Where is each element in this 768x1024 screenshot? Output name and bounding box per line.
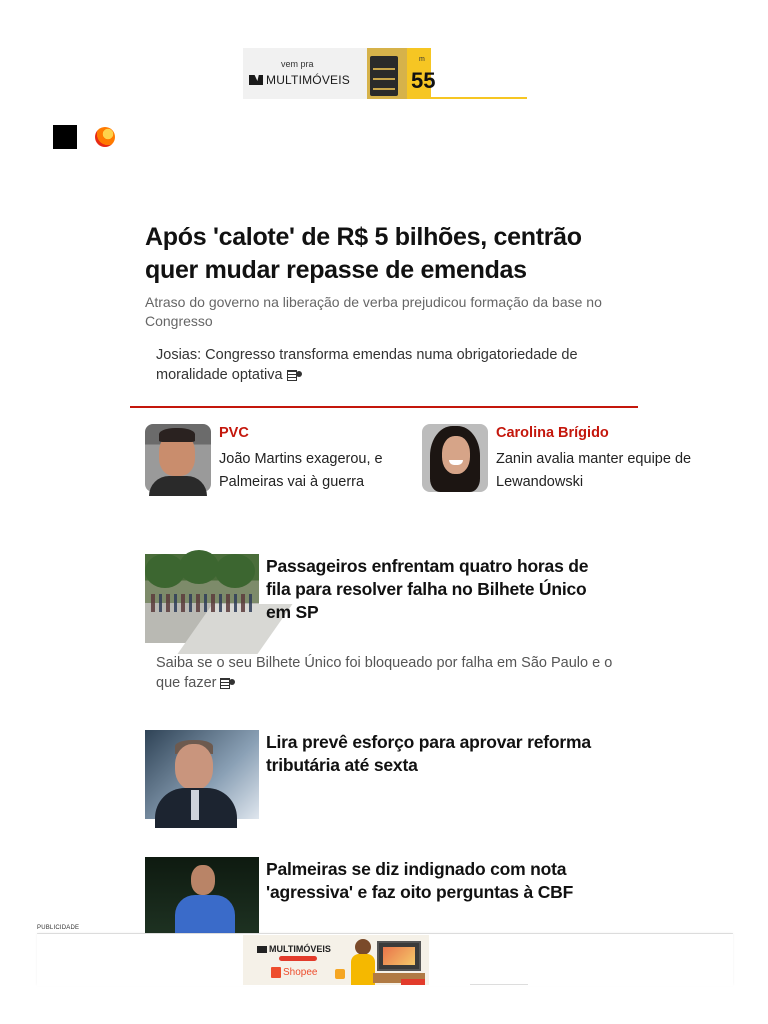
news-headline[interactable]: Passageiros enfrentam quatro horas de fila para resolver falha no Bilhete Único em SP [266, 556, 589, 622]
lead-subtitle: Atraso do governo na liberação de verba prejudicou formação da base no Congresso [145, 294, 602, 329]
columnist-card-carolina[interactable] [422, 424, 692, 494]
lead-related-text[interactable]: Josias: Congresso transforma emendas numa obrigatoriedade de moralidade optativa [156, 347, 578, 383]
news-headline[interactable]: Lira prevê esforço para aprovar reforma tributária até sexta [266, 732, 591, 775]
news-thumbnail-bilhete[interactable] [145, 554, 259, 643]
tv-image [377, 941, 421, 971]
columnist-avatar [145, 424, 211, 492]
columnist-avatar [422, 424, 488, 492]
columnist-headline[interactable] [496, 448, 692, 496]
news-headline[interactable]: Palmeiras se diz indignado com nota 'agressiva' e faz oito perguntas à CBF [266, 859, 574, 902]
dresser-image [367, 48, 407, 99]
columnist-card-pvc[interactable] [145, 424, 395, 494]
multimoveis-logo-icon [249, 75, 263, 85]
ad-brand-panel [243, 48, 367, 99]
columnist-headline[interactable]: João Martins exagerou, e Palmeiras vai à guerra [219, 451, 383, 490]
news-related-link[interactable] [156, 654, 626, 693]
ad-pill [279, 956, 317, 961]
shopee-chip-icon [335, 969, 345, 979]
ad-underline [470, 984, 528, 985]
columnist-name[interactable]: PVC [219, 425, 249, 441]
lead-headline[interactable]: Após 'calote' de R$ 5 bilhões, centrão quer mudar repasse de emendas [145, 223, 582, 284]
site-logo-icon[interactable] [95, 127, 115, 147]
columnist-headline-text[interactable]: Zanin avalia manter equipe de Lewandowski [496, 451, 692, 490]
ad-partner [271, 967, 317, 978]
columnist-name[interactable]: Carolina Brígido [496, 425, 609, 441]
video-icon [287, 370, 302, 379]
multimoveis-logo-icon [257, 946, 267, 953]
ad-brand [249, 73, 350, 87]
video-icon [220, 678, 235, 687]
news-thumbnail-palmeiras[interactable] [145, 857, 259, 935]
news-thumbnail-lira[interactable] [145, 730, 259, 819]
ad-offer-number: 55 [411, 68, 436, 93]
ad-offer-panel [407, 48, 527, 99]
shopee-bag-icon [271, 967, 281, 978]
advertising-label: PUBLICIDADE [37, 925, 80, 931]
section-divider [130, 406, 638, 408]
news-related-text[interactable]: Saiba se o seu Bilhete Único foi bloqueado por falha em São Paulo e o que fazer [156, 655, 613, 691]
ad-person-image [351, 939, 375, 985]
lead-related-link[interactable] [156, 346, 626, 385]
bottom-ad-banner[interactable] [243, 935, 429, 985]
ad-brand-text: MULTIMÓVEIS [266, 73, 350, 87]
ad-tag [401, 979, 425, 985]
ad-brand [257, 944, 331, 954]
ad-brand-text: MULTIMÓVEIS [269, 944, 331, 954]
ad-partner-text: Shopee [283, 967, 318, 978]
menu-square-icon[interactable] [53, 125, 77, 149]
top-ad-banner[interactable] [243, 48, 527, 99]
ad-corner-text: m [419, 56, 425, 63]
ad-tagline: vem pra [281, 59, 314, 69]
